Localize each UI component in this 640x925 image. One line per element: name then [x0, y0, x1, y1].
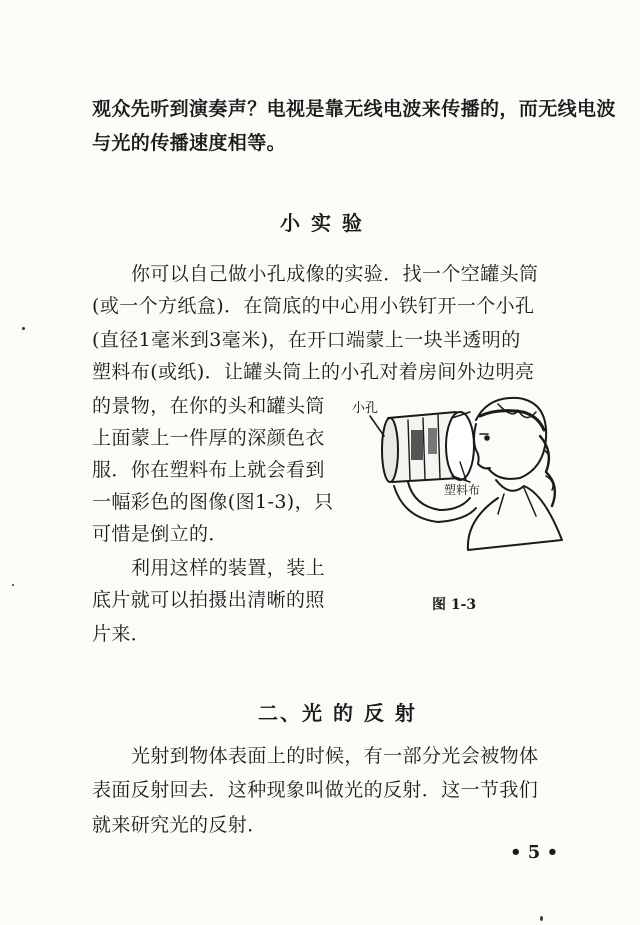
figure-pinhole-camera: [348, 390, 578, 560]
experiment-line-2: (或一个方纸盒)．在筒底的中心用小铁钉开一个小孔: [92, 295, 535, 317]
section-line-3: 就来研究光的反射．: [92, 814, 267, 836]
experiment-wrap-line-2: 上面蒙上一件厚的深颜色衣: [92, 427, 325, 449]
experiment-line-1: 你可以自己做小孔成像的实验．找一个空罐头筒: [131, 263, 539, 285]
figure-label-plastic: 塑料布: [444, 483, 481, 497]
experiment-wrap-line-7: 底片就可以拍摄出清晰的照: [92, 589, 325, 611]
experiment-wrap-line-1: 的景物，在你的头和罐头筒: [92, 395, 325, 417]
scan-speck: [540, 916, 543, 921]
experiment-line-4: 塑料布(或纸)．让罐头筒上的小孔对着房间外边明亮: [92, 361, 535, 383]
experiment-wrap-line-5: 可惜是倒立的．: [92, 523, 228, 545]
intro-line-1: 观众先听到演奏声？电视是靠无线电波来传播的，而无线电波: [92, 98, 616, 120]
experiment-line-3: (直径1毫米到3毫米)，在开口端蒙上一块半透明的: [92, 329, 521, 351]
section-line-2: 表面反射回去．这种现象叫做光的反射．这一节我们: [92, 779, 539, 801]
scan-speck: [12, 584, 14, 586]
experiment-wrap-line-6: 利用这样的装置，装上: [131, 557, 326, 579]
experiment-wrap-line-4: 一幅彩色的图像(图1-3)，只: [92, 491, 334, 513]
scan-speck: [22, 327, 25, 330]
figure-label-hole: 小孔: [352, 401, 379, 416]
section-line-1: 光射到物体表面上的时候，有一部分光会被物体: [131, 745, 539, 767]
experiment-wrap-line-3: 服．你在塑料布上就会看到: [92, 459, 325, 481]
section-title: 二、光 的 反 射: [258, 701, 417, 725]
intro-line-2: 与光的传播速度相等。: [92, 132, 287, 154]
figure-caption: 图 1-3: [432, 597, 477, 613]
page-number: • 5 •: [510, 842, 559, 863]
experiment-wrap-line-8: 片来．: [92, 623, 151, 645]
experiment-title: 小 实 验: [280, 211, 364, 235]
